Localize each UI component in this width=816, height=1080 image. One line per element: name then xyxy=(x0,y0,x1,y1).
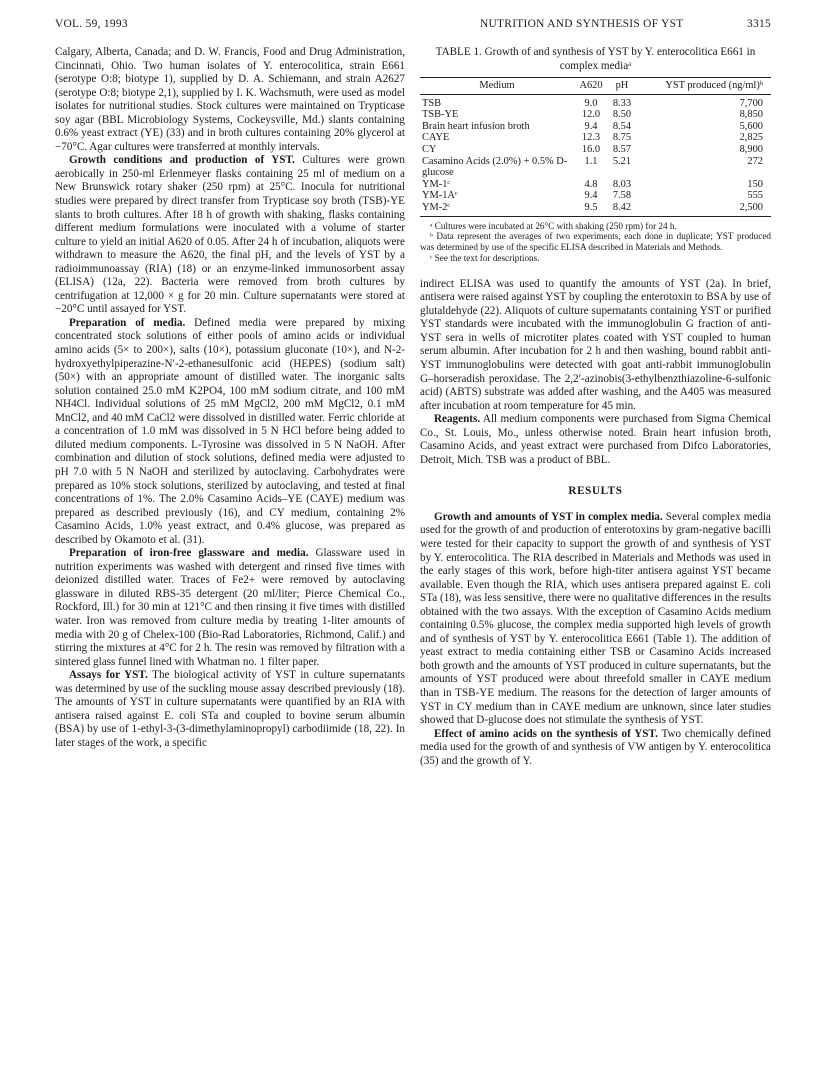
table-cell: 8.75 xyxy=(612,132,632,144)
body-paragraph xyxy=(55,317,405,547)
table-cell: 150 xyxy=(747,178,763,190)
table-cell: 8.33 xyxy=(612,97,632,109)
table-row xyxy=(420,94,771,109)
footnote: ᵃ Cultures were incubated at 26°C with shaking (250 rpm) for 24 h. xyxy=(430,220,677,231)
table-row xyxy=(420,202,771,216)
table-cell: YM-1ᶜ xyxy=(422,178,451,190)
body-paragraph: Calgary, Alberta, Canada; and D. W. Francis, Food and Drug Administration, Cincinnati, Ohio. Two human isolates of Y. enterocolitica, strain E661 (serotype O:8; biotype 1), supplied by D. A. Schiemann, and strain A2627 (serotype O:8; biotype 2,1), supplied by I. K. Wachsmuth, were used as model isolates for nutritional studies. Stock cultures were maintained on Trypticase soy agar (BBL Microbiology Systems, Cockeysville, Md.) slants containing 0.6% yeast extract (YE) (33) and in broth cultures containing 20% glycerol at −70°C. Agar cultures were transferred at monthly intervals. xyxy=(55,46,405,153)
table-title: TABLE 1. Growth of and synthesis of YST by Y. enterocolitica E661 in complex mediaᵃ xyxy=(435,46,756,72)
table-cell: CY xyxy=(422,143,437,155)
table-row xyxy=(420,156,771,179)
table-cell: 7,700 xyxy=(739,97,763,109)
footnote: ᵇ Data represent the averages of two experiments, each done in duplicate; YST produced was determined by use of the specific ELISA described in Materials and Methods. xyxy=(420,231,771,253)
paragraph-text: Glassware used in nutrition experiments was washed with detergent and rinsed five times with deionized distilled water. Traces of Fe2+ were removed by autoclaving glassware in diluted RBS-35 detergent (20 ml/liter; Pierce Chemical Co., Rockford, Ill.) for 30 min at 121°C and then rinsing it five times with distilled water. Iron was removed from culture media by treating 1-liter amounts of media with 20 g of Chelex-100 (Bio-Rad Laboratories, Richmond, Calif.) and stirring the mixtures at 4°C for 2 h. The resin was removed by filtration with a sintered glass funnel lined with Whatman no. 1 filter paper. xyxy=(55,547,405,668)
body-paragraph xyxy=(55,547,405,669)
table-header-row xyxy=(420,78,771,95)
running-head xyxy=(55,18,771,36)
table-cell: YM-2ᶜ xyxy=(420,202,574,216)
table-footnotes xyxy=(420,221,771,264)
table-row xyxy=(420,121,771,133)
table-row xyxy=(420,190,771,202)
table-cell: 8.03 xyxy=(612,178,632,190)
table-cell: 12.0 xyxy=(581,109,601,121)
body-paragraph xyxy=(55,154,405,317)
paragraph-text: Cultures were grown aerobically in 250-ml Erlenmeyer flasks containing 25 ml of medium on a New Brunswick rotary shaker (250 rpm) at 25°C. Inocula for nutritional studies were prepared by direct transfer from Trypticase soy broth (TSB)-YE slants to broth cultures. After 18 h of growth with shaking, flasks containing different medium formulations were inoculated with a volume of starter culture to yield an initial A620 of 0.05. After 24 h of incubation, aliquots were withdrawn to measure the A620, the final pH, and the levels of YST by a radioimmunoassay (RIA) (18) or an enzyme-linked immunosorbent assay (ELISA) (12a, 22). Bacteria were removed from broth cultures by centrifugation at 12,000 × g for 20 min. Culture supernatants were stored at −20°C until assayed for YST. xyxy=(55,154,405,316)
column-header: Medium xyxy=(420,78,574,95)
table-cell: 9.5 xyxy=(574,202,608,216)
table-cell: 2,500 xyxy=(636,202,771,216)
paragraph-heading: Reagents. xyxy=(434,413,481,426)
column-header: A620 xyxy=(574,78,608,95)
left-column xyxy=(55,46,405,750)
body-paragraph xyxy=(55,669,405,750)
table-row xyxy=(420,179,771,191)
paragraph-heading: Effect of amino acids on the synthesis of YST. xyxy=(434,727,658,740)
table-cell: TSB-YE xyxy=(422,109,459,121)
table-cell: 8.42 xyxy=(608,202,636,216)
table-cell: 9.0 xyxy=(584,97,598,109)
paragraph-text: Two chemically defined media used for the growth of and synthesis of VW antigen by Y. enterocolitica (35) and the growth of Y. xyxy=(420,727,771,767)
paragraph-heading: Growth and amounts of YST in complex media. xyxy=(434,510,663,523)
table-cell: 2,825 xyxy=(739,132,763,144)
table-cell: 8.54 xyxy=(612,120,632,132)
paragraph-text: Several complex media used for the growth of and production of enterotoxins by gram-negative bacilli were tested for their capacity to support the growth of and synthesis of YST by Y. enterocolitica. The RIA described in Materials and Methods was used in the early stages of this work, before high-titer antisera against YST became available. Even though the RIA, which uses antisera prepared against E. coli STa (18), was less sensitive, there were no qualitative differences in the results obtained with the two assays. With the exception of Casamino Acids medium containing 0.5% glucose, the complex media supported high levels of growth and of synthesis of YST by Y. enterocolitica E661 (Table 1). The addition of yeast extract to media containing either TSB or Casamino Acids increased both growth and the amounts of YST produced in culture supernatants, but the amounts of YST produced were about threefold smaller in CAYE medium than in TSB-YE medium. The reasons for the detection of larger amounts of YST in CY medium than in CAYE medium are unknown, since later studies showed that D-glucose does not stimulate the synthesis of YST. xyxy=(420,510,771,727)
table-cell: 16.0 xyxy=(581,143,601,155)
table-cell: 1.1 xyxy=(584,155,598,167)
page-number: 3315 xyxy=(747,18,771,30)
data-table xyxy=(420,77,771,217)
paragraph-heading: Assays for YST. xyxy=(69,669,148,682)
table-cell: YM-1Aᶜ xyxy=(422,190,458,202)
right-column xyxy=(420,46,771,768)
footnote: ᶜ See the text for descriptions. xyxy=(430,252,540,263)
table-row xyxy=(420,132,771,144)
table-cell: 4.8 xyxy=(584,178,598,190)
table-body xyxy=(420,94,771,216)
running-title: NUTRITION AND SYNTHESIS OF YST xyxy=(480,18,684,30)
table-cell: 8.57 xyxy=(612,143,632,155)
table-cell: 272 xyxy=(747,155,763,167)
table-cell: Casamino Acids (2.0%) + 0.5% D-glucose xyxy=(422,155,568,179)
table-cell: 7.58 xyxy=(612,190,632,202)
body-paragraph: indirect ELISA was used to quantify the amounts of YST (2a). In brief, antisera were raised against YST by coupling the enterotoxin to BSA by use of glutaldehyde (22). Aliquots of culture supernatants containing YST or purified YST standards were incubated with the immunoglobulin G fraction of anti-YST sera in wells of microtiter plates coated with YST coupled to human serum albumin. After incubation for 2 h and then washing, bound rabbit anti-YST immunoglobulins were detected with goat anti-rabbit immunoglobulin G–horseradish peroxidase. The 2,2′-azinobis(3-ethylbenzthiazoline-6-sulfonic acid) (ABTS) substrate was added after washing, and the A405 was measured after incubation at room temperature for 45 min. xyxy=(420,277,771,412)
paragraph-text: All medium components were purchased from Sigma Chemical Co., St. Louis, Mo., unless otherwise noted. Brain heart infusion broth, Casamino Acids, and yeast extract were purchased from Difco Laboratories, Detroit, Mich. TSB was a product of BBL. xyxy=(420,413,771,466)
table-cell: 555 xyxy=(747,190,763,202)
paragraph-heading: Growth conditions and production of YST. xyxy=(69,154,295,167)
table-cell: 9.4 xyxy=(584,190,598,202)
table-cell: 8,850 xyxy=(739,109,763,121)
table-row xyxy=(420,109,771,121)
section-heading: RESULTS xyxy=(568,485,623,498)
body-paragraph xyxy=(420,728,771,769)
paragraph-heading: Preparation of iron-free glassware and media. xyxy=(69,547,309,560)
table-cell: 12.3 xyxy=(581,132,601,144)
volume-label: VOL. 59, 1993 xyxy=(55,18,128,30)
table-cell: 8.50 xyxy=(612,109,632,121)
column-header: YST produced (ng/ml)ᵇ xyxy=(636,78,771,95)
table-cell: 5.21 xyxy=(612,155,632,167)
table-cell: 8,900 xyxy=(739,143,763,155)
table-cell: CAYE xyxy=(422,132,450,144)
body-paragraph xyxy=(420,511,771,728)
table-cell: Brain heart infusion broth xyxy=(422,120,530,132)
paragraph-text: Defined media were prepared by mixing concentrated stock solutions of either pools of amino acids or individual amino acids (5× to 200×), salts (10×), potassium gluconate (10×), and N-2-hydroxyethylpiperazine-N′-2-ethanesulfonic acid (HEPES) (sodium salt) (50×) with an appropriate amount of distilled water. The inorganic salts solution contained 25.0 mM K2PO4, 100 mM sodium citrate, and 100 mM NH4Cl. Individual solutions of 25 mM MgCl2, 200 mM MgCl2, 0.1 mM MnCl2, and 40 mM CaCl2 were dissolved in distilled water. Ferric chloride at a concentration of 1.0 mM was dissolved in 5 N HCl before being added to diluted medium components. L-Tyrosine was dissolved in 5 N NaOH. After combination and dilution of stock solutions, defined media were adjusted to pH 7.0 with 5 N NaOH and sterilized by autoclaving. Carbohydrates were prepared as 10% stock solutions, sterilized by autoclaving, and tested at final concentrations of 1%. The 2.0% Casamino Acids–YE (CAYE) medium was prepared as described previously (16), and CY medium, containing 2% Casamino Acids, 1.0% yeast extract, and 0.4% glucose, was prepared as described by Okamoto et al. (31). xyxy=(55,316,405,546)
table-cell: 9.4 xyxy=(584,120,598,132)
column-header: pH xyxy=(608,78,636,95)
table-cell: 5,600 xyxy=(739,120,763,132)
table-row xyxy=(420,144,771,156)
body-paragraph xyxy=(420,413,771,467)
table-cell: TSB xyxy=(422,97,442,109)
paragraph-text: The biological activity of YST in culture supernatants was determined by use of the suckling mouse assay described previously (18). The amounts of YST in culture supernatants were quantified by an RIA with antisera raised against E. coli STa and coupled to bovine serum albumin (BSA) by use of 1-ethyl-3-(3-dimethylaminopropyl) carbodiimide (18, 22). In later stages of the work, a specific xyxy=(55,669,405,749)
paragraph-heading: Preparation of media. xyxy=(69,316,186,329)
